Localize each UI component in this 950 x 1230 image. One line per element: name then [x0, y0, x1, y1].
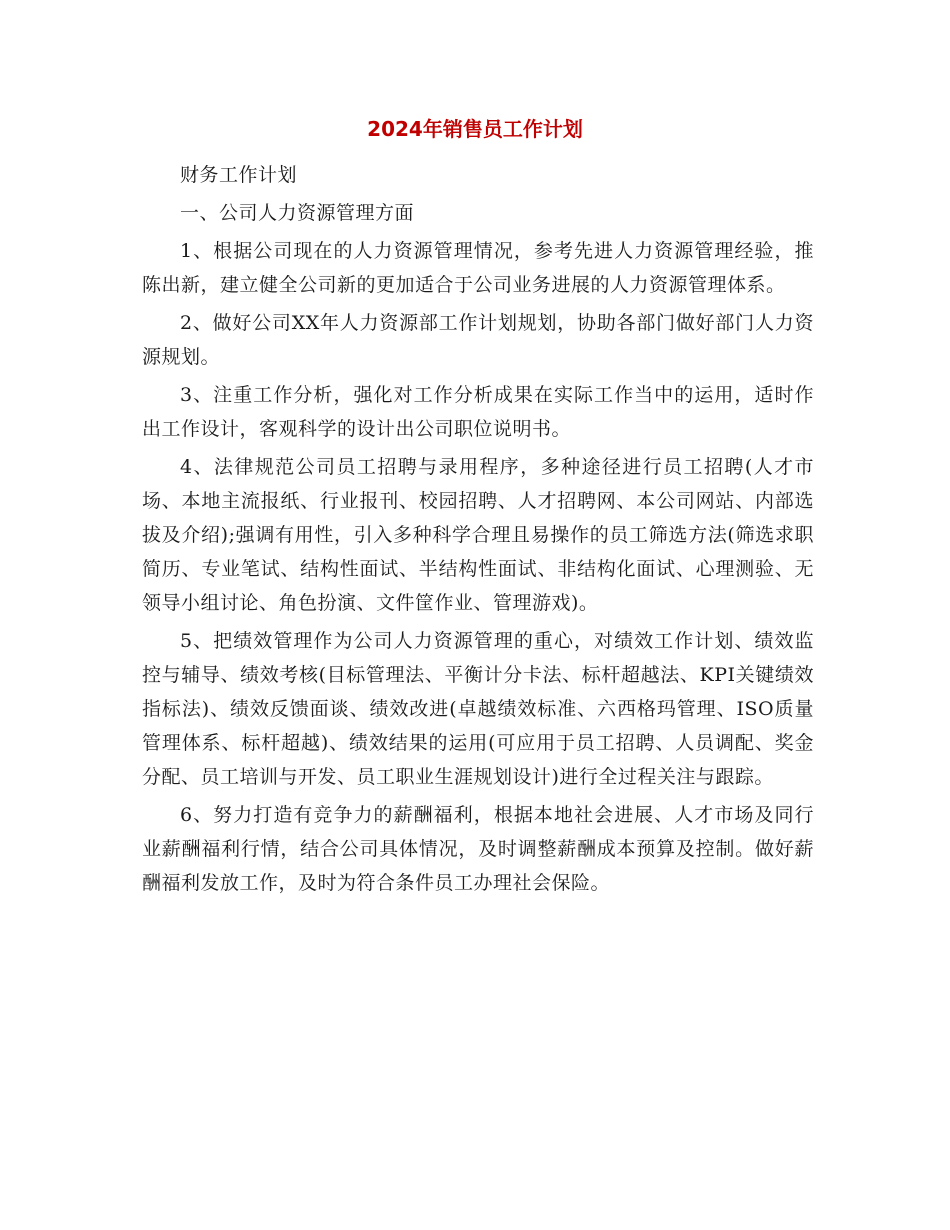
paragraph-item-5: 5、把绩效管理作为公司人力资源管理的重心，对绩效工作计划、绩效监控与辅导、绩效考核(目标管理法、平衡计分卡法、标杆超越法、KPI关键绩效指标法)、绩效反馈面谈、绩效改进(卓越绩效标准、六西格玛管理、ISO质量管理体系、标杆超越)、绩效结果的运用(可应用于员工招聘、人员调配、奖金分配、员工培训与开发、员工职业生涯规划设计)进行全过程关注与跟踪。 — [142, 630, 814, 788]
paragraph-section-heading: 一、公司人力资源管理方面 — [180, 202, 415, 224]
paragraph-item-4: 4、法律规范公司员工招聘与录用程序，多种途径进行员工招聘(人才市场、本地主流报纸、行业报刊、校园招聘、人才招聘网、本公司网站、内部选拔及介绍);强调有用性，引入多种科学合理且易操作的员工筛选方法(筛选求职简历、专业笔试、结构性面试、半结构性面试、非结构化面试、心理测验、无领导小组讨论、角色扮演、文件筐作业、管理游戏)。 — [142, 456, 814, 614]
paragraph-item-6: 6、努力打造有竞争力的薪酬福利，根据本地社会进展、人才市场及同行业薪酬福利行情，结合公司具体情况，及时调整薪酬成本预算及控制。做好薪酬福利发放工作，及时为符合条件员工办理社会保险。 — [142, 804, 814, 894]
paragraph-item-3: 3、注重工作分析，强化对工作分析成果在实际工作当中的运用，适时作出工作设计，客观科学的设计出公司职位说明书。 — [142, 384, 814, 440]
paragraph-heading: 财务工作计划 — [180, 164, 298, 186]
paragraph-item-2: 2、做好公司XX年人力资源部工作计划规划，协助各部门做好部门人力资源规划。 — [142, 312, 814, 368]
paragraph-item-1: 1、根据公司现在的人力资源管理情况，参考先进人力资源管理经验，推陈出新，建立健全公司新的更加适合于公司业务进展的人力资源管理体系。 — [142, 240, 814, 296]
document-body — [142, 158, 814, 904]
document-title: 2024年销售员工作计划 — [367, 117, 583, 141]
